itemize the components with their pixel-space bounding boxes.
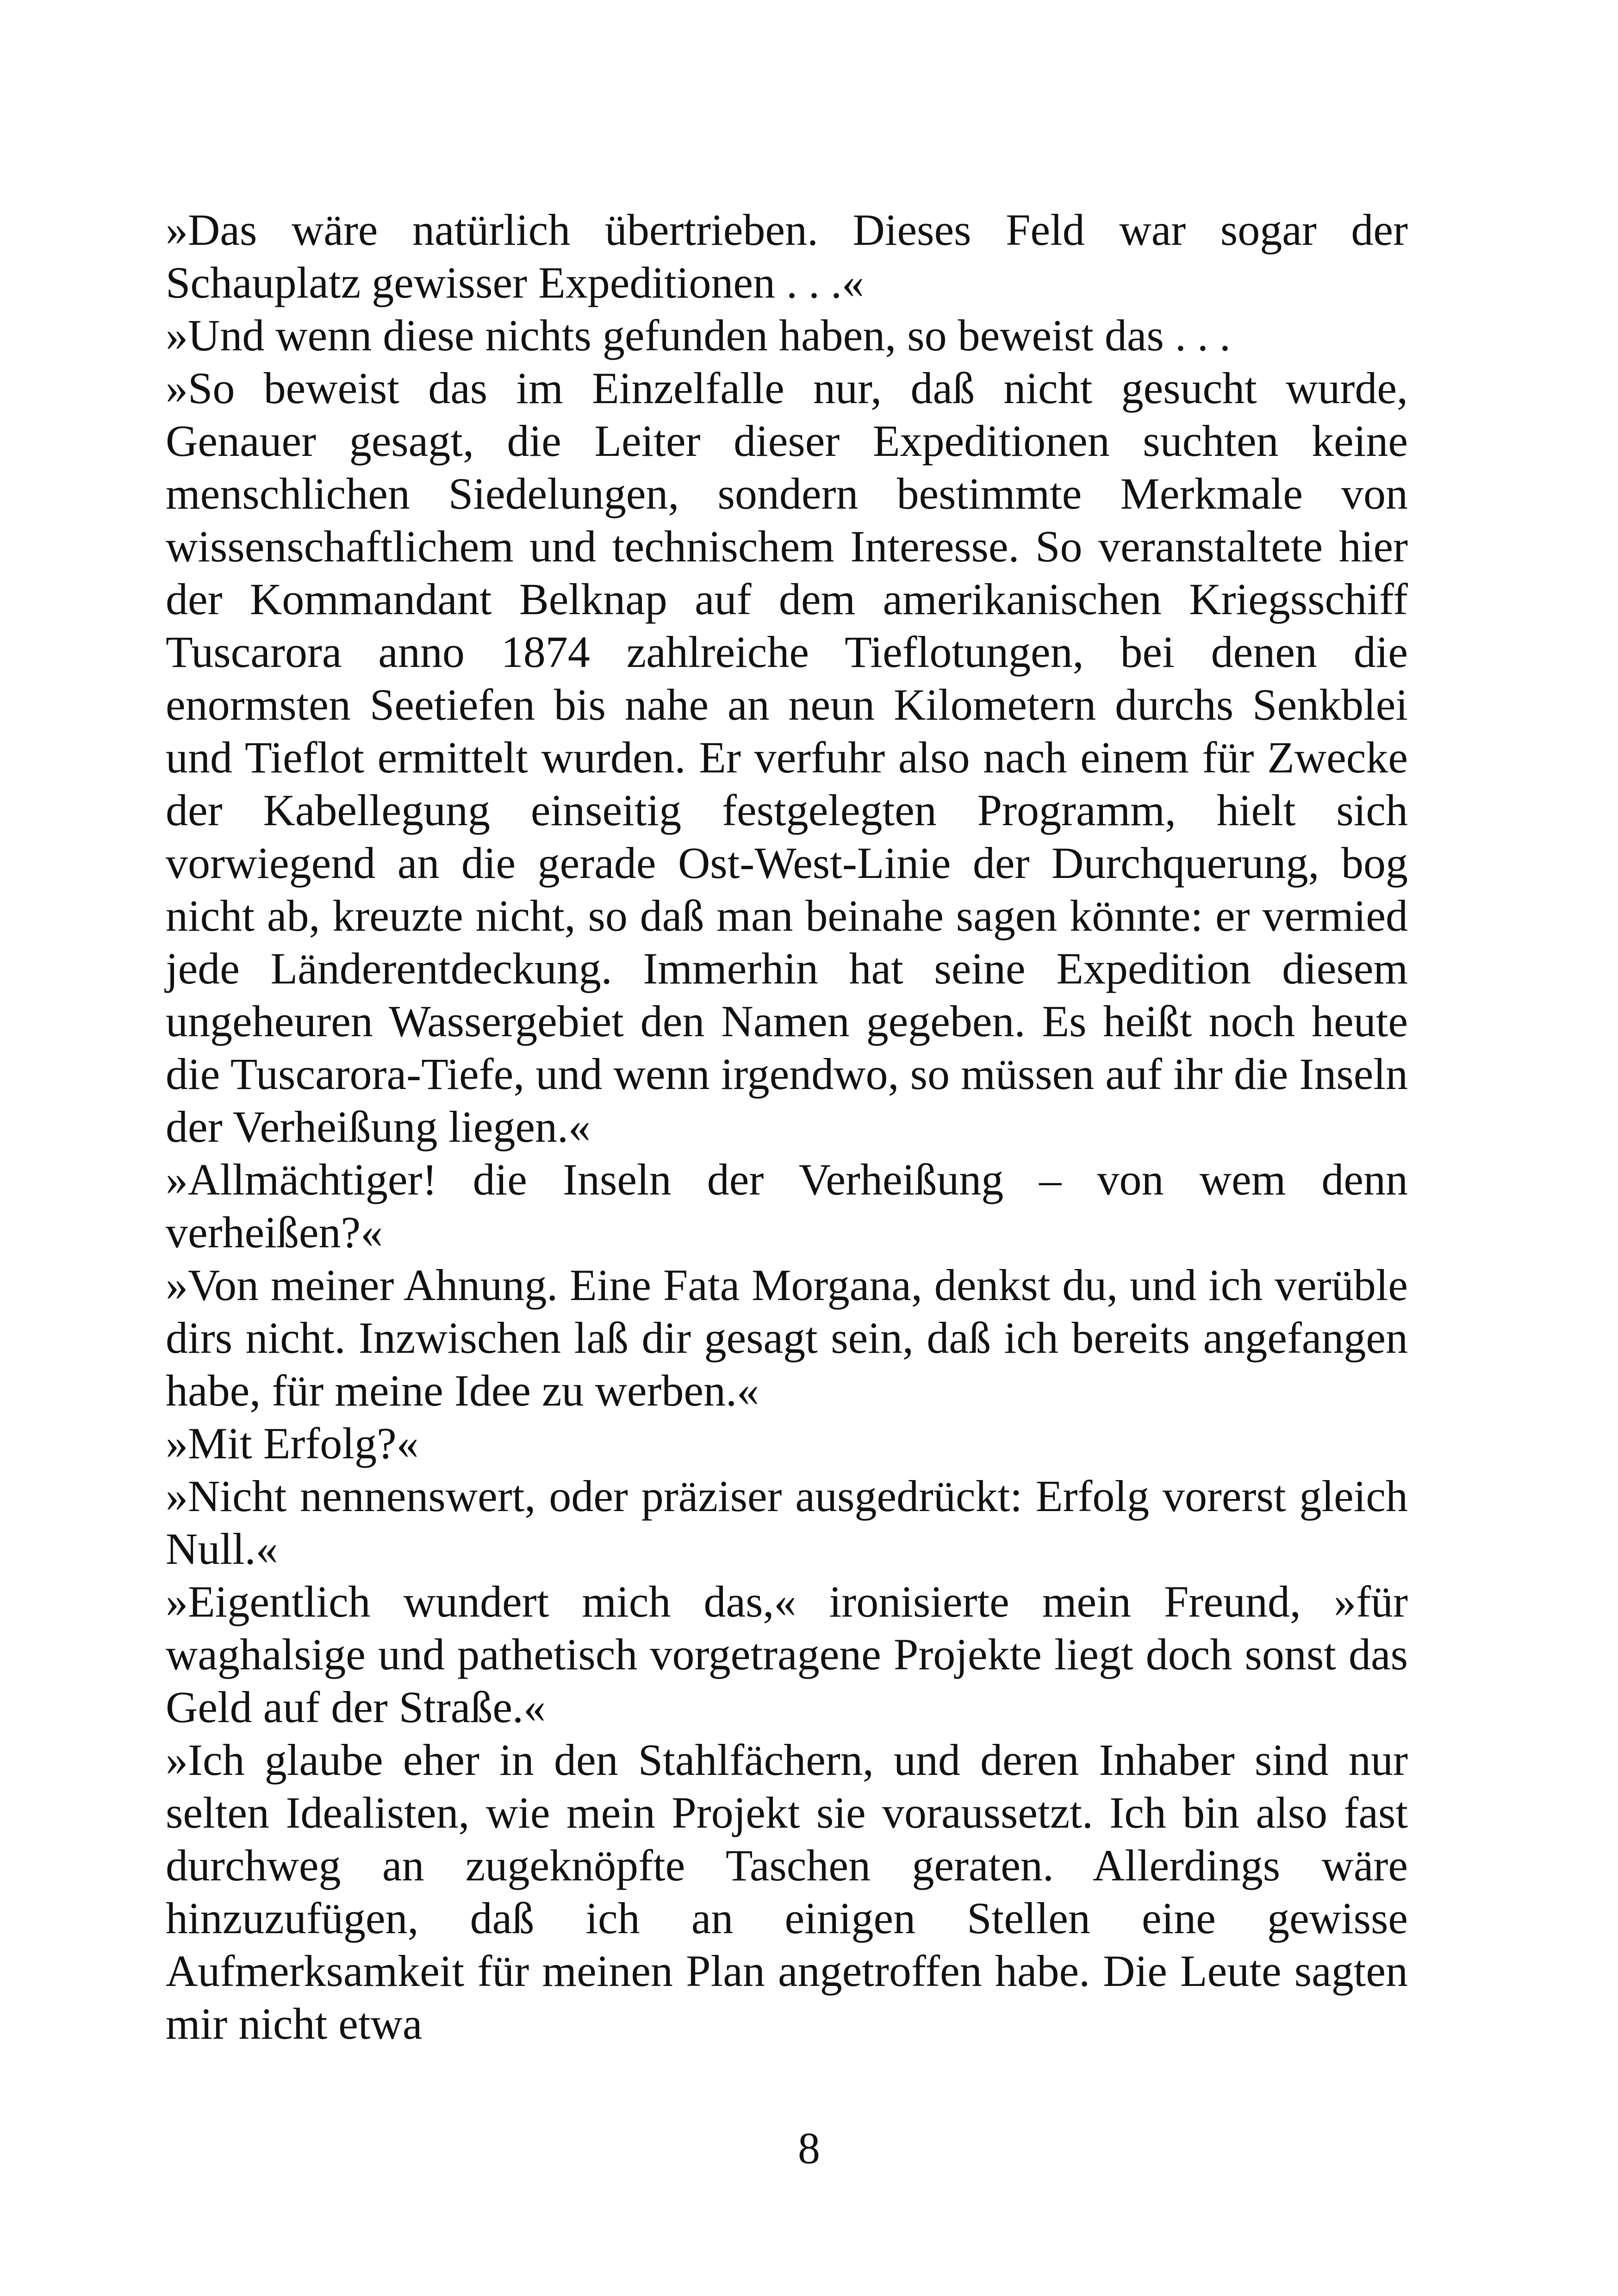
paragraph-6: »Mit Erfolg?«: [166, 1419, 419, 1468]
paragraph-4: »Allmächtiger! die Inseln der Verheißung – von wem denn verheißen?«: [166, 1155, 1408, 1257]
paragraph-7: »Nicht nennenswert, oder präziser ausgedrückt: Erfolg vorerst gleich Null.«: [166, 1471, 1408, 1574]
paragraph-9: »Ich glaube eher in den Stahlfächern, und deren Inhaber sind nur selten Idealisten, wie mein Projekt sie voraussetzt. Ich bin also fast durchweg an zugeknöpfte Taschen geraten. Allerdings wäre hinzuzufügen, daß ich an einigen Stellen eine gewisse Aufmerksamkeit für meinen Plan angetroffen habe. Die Leute sagten mir nicht etwa: [166, 1735, 1408, 2048]
paragraph-1: »Das wäre natürlich übertrieben. Dieses Feld war sogar der Schauplatz gewisser Expeditionen . . .«: [166, 205, 1408, 307]
paragraph-5: »Von meiner Ahnung. Eine Fata Morgana, denkst du, und ich verüble dirs nicht. Inzwischen laß dir gesagt sein, daß ich bereits angefangen habe, für meine Idee zu werben.«: [166, 1260, 1408, 1415]
page-number: 8: [798, 2123, 820, 2173]
paragraph-8: »Eigentlich wundert mich das,« ironisierte mein Freund, »für waghalsige und pathetisch vorgetragene Projekte liegt doch sonst das Geld auf der Straße.«: [166, 1577, 1408, 1732]
paragraph-2: »Und wenn diese nichts gefunden haben, so beweist das . . .: [166, 311, 1231, 360]
paragraph-3: »So beweist das im Einzelfalle nur, daß nicht gesucht wurde, Genauer gesagt, die Leiter dieser Expeditionen suchten keine menschlichen Siedelungen, sondern bestimmte Merkmale von wissenschaftlichem und technischem Interesse. So veranstaltete hier der Kommandant Belknap auf dem amerikanischen Kriegsschiff Tuscarora anno 1874 zahlreiche Tieflotungen, bei denen die enormsten Seetiefen bis nahe an neun Kilometern durchs Senkblei und Tieflot ermittelt wurden. Er verfuhr also nach einem für Zwecke der Kabellegung einseitig festgelegten Programm, hielt sich vorwiegend an die gerade Ost-West-Linie der Durchquerung, bog nicht ab, kreuzte nicht, so daß man beinahe sagen könnte: er vermied jede Länderentdeckung. Immerhin hat seine Expedition diesem ungeheuren Wassergebiet den Namen gegeben. Es heißt noch heute die Tuscarora-Tiefe, und wenn irgendwo, so müssen auf ihr die Inseln der Verheißung liegen.«: [166, 363, 1408, 1151]
body-text: [166, 204, 1408, 2050]
